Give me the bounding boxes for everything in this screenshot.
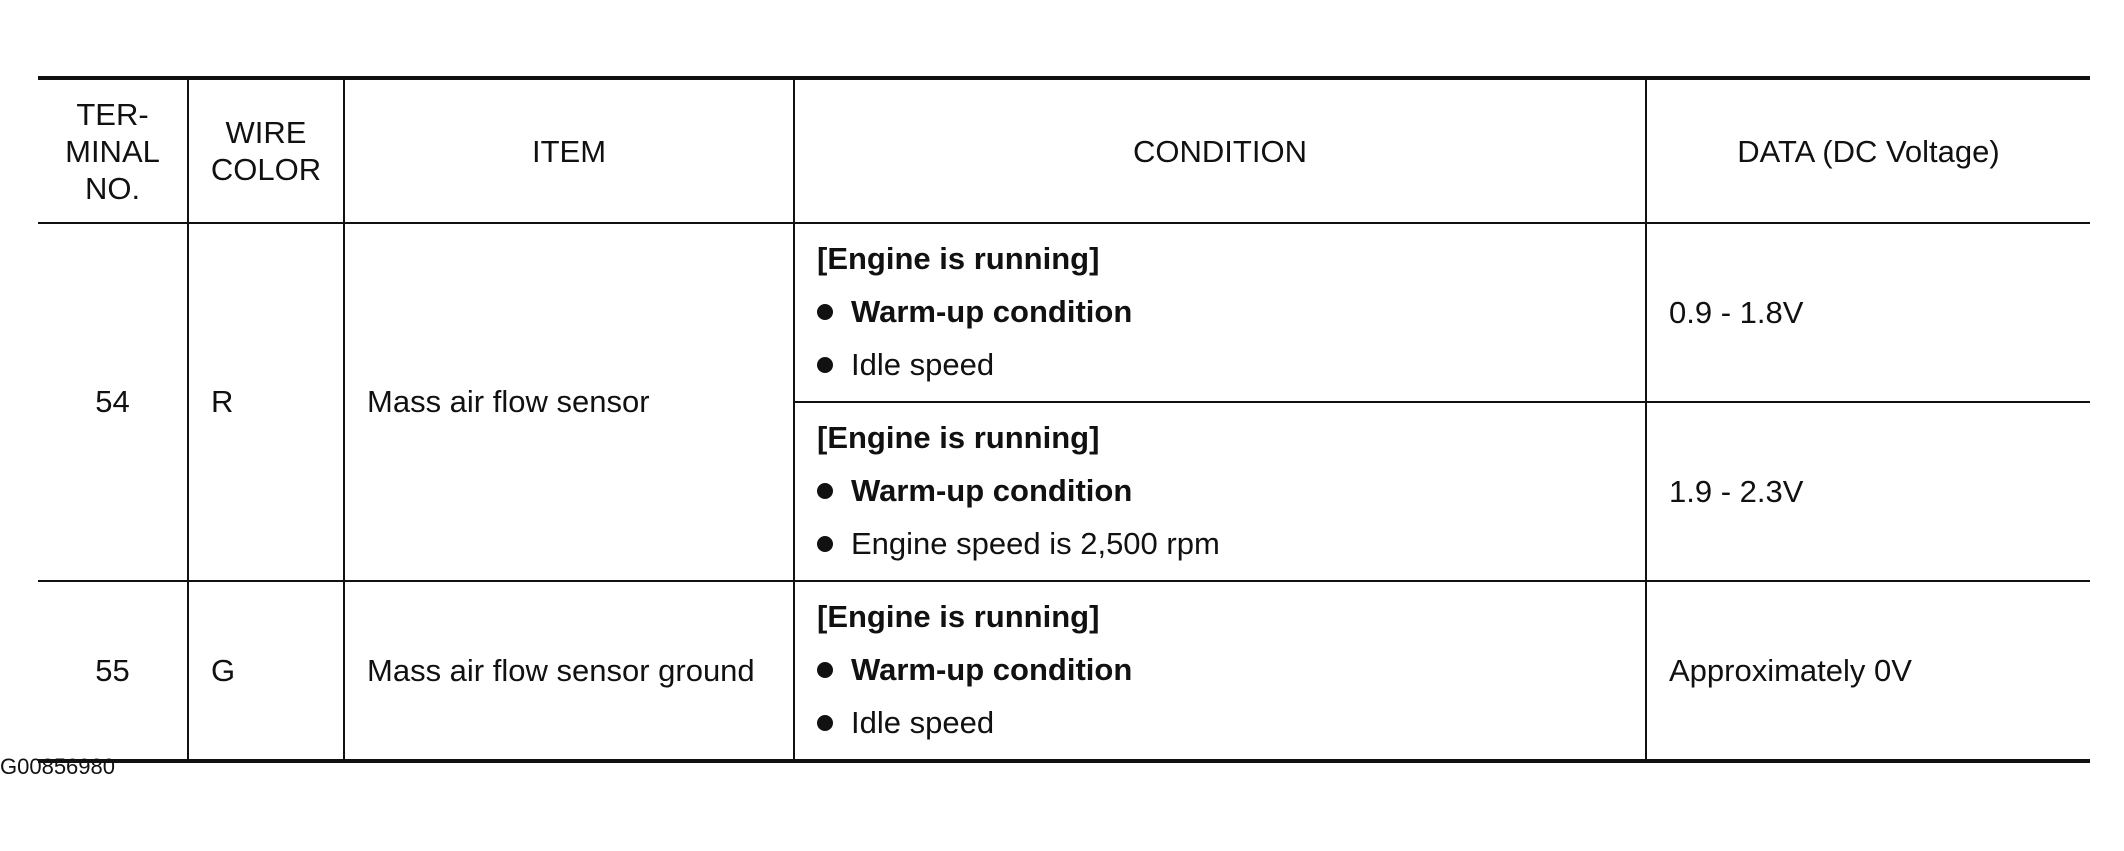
header-terminal-no: TER- MINAL NO. (38, 78, 188, 223)
header-item: ITEM (344, 78, 794, 223)
condition-cell (794, 581, 1646, 761)
condition-text: Warm-up condition (851, 294, 1133, 329)
data-value: Approximately 0V (1646, 581, 2090, 761)
condition-item (817, 696, 1625, 749)
header-row (38, 78, 2090, 223)
bullet-icon (817, 357, 833, 373)
table-row (38, 223, 2090, 402)
header-condition: CONDITION (794, 78, 1646, 223)
wire-color: R (188, 223, 344, 581)
header-wire-color: WIRE COLOR (188, 78, 344, 223)
table-row (38, 581, 2090, 761)
terminal-number: 55 (38, 581, 188, 761)
data-value: 1.9 - 2.3V (1646, 402, 2090, 581)
header-data: DATA (DC Voltage) (1646, 78, 2090, 223)
condition-item (817, 338, 1625, 391)
terminal-data-table (38, 76, 2090, 763)
condition-item (817, 464, 1625, 517)
item-name: Mass air flow sensor (344, 223, 794, 581)
condition-item (817, 643, 1625, 696)
terminal-number: 54 (38, 223, 188, 581)
bullet-icon (817, 662, 833, 678)
condition-text: Idle speed (851, 347, 995, 382)
condition-cell (794, 402, 1646, 581)
condition-text: Warm-up condition (851, 652, 1133, 687)
bullet-icon (817, 483, 833, 499)
condition-item (817, 517, 1625, 570)
condition-item (817, 285, 1625, 338)
condition-heading: [Engine is running] (817, 599, 1100, 634)
wire-color: G (188, 581, 344, 761)
condition-heading: [Engine is running] (817, 241, 1100, 276)
item-name: Mass air flow sensor ground (344, 581, 794, 761)
condition-heading: [Engine is running] (817, 420, 1100, 455)
condition-cell (794, 223, 1646, 402)
figure-id: G00856980 (0, 754, 115, 779)
bullet-icon (817, 715, 833, 731)
data-value: 0.9 - 1.8V (1646, 223, 2090, 402)
bullet-icon (817, 304, 833, 320)
condition-text: Warm-up condition (851, 473, 1133, 508)
condition-text: Idle speed (851, 705, 995, 740)
bullet-icon (817, 536, 833, 552)
condition-text: Engine speed is 2,500 rpm (851, 526, 1220, 561)
